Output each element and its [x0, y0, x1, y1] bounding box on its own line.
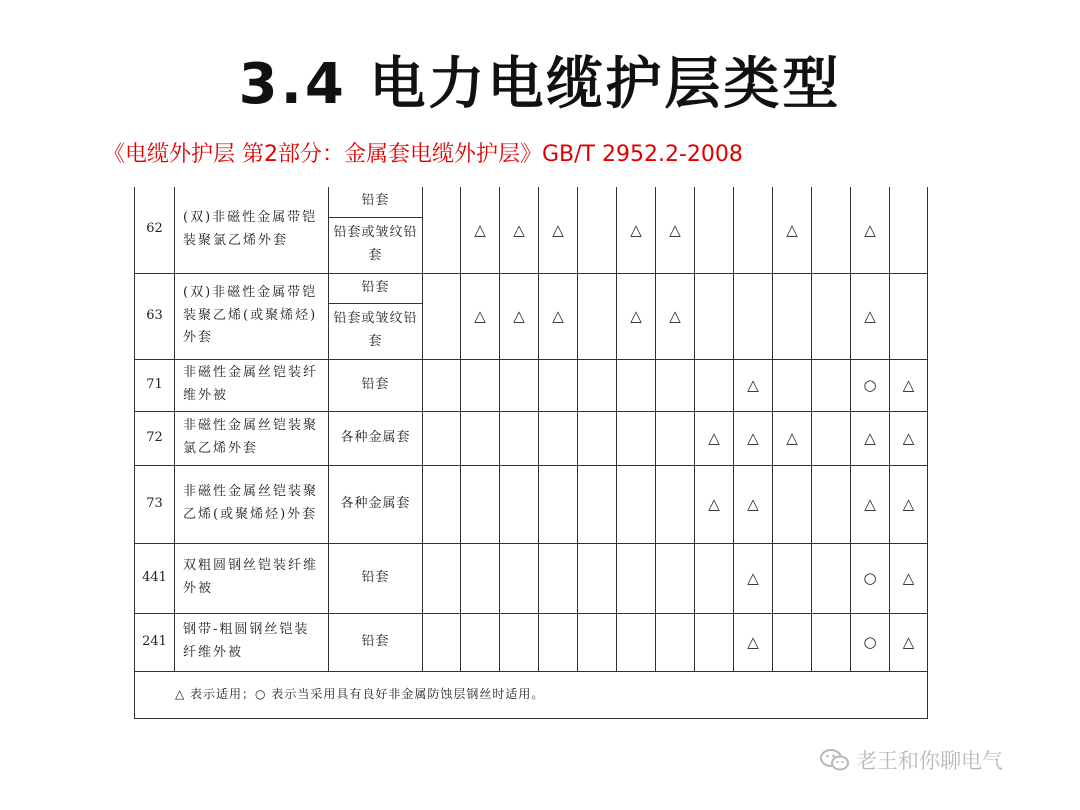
sheath-type-name: 双粗圆钢丝铠装纤维外被: [175, 543, 329, 613]
table-note: △ 表示适用；○ 表示当采用具有良好非金属防蚀层钢丝时适用。: [135, 671, 928, 718]
metal-sheath: 铅套: [329, 187, 423, 217]
applicability-mark: △: [656, 187, 695, 273]
applicability-mark: [695, 543, 734, 613]
applicability-mark: [695, 613, 734, 671]
type-code: 441: [135, 543, 175, 613]
applicability-mark: [423, 543, 461, 613]
applicability-mark: [890, 187, 928, 273]
applicability-mark: △: [539, 273, 578, 359]
applicability-mark: [812, 411, 851, 465]
applicability-mark: [539, 465, 578, 543]
applicability-mark: △: [851, 187, 890, 273]
applicability-mark: △: [734, 411, 773, 465]
applicability-mark: ○: [851, 543, 890, 613]
applicability-mark: [578, 613, 617, 671]
applicability-mark: △: [500, 273, 539, 359]
applicability-mark: △: [695, 411, 734, 465]
type-code: 241: [135, 613, 175, 671]
applicability-mark: [773, 359, 812, 411]
applicability-mark: [461, 411, 500, 465]
applicability-mark: △: [461, 187, 500, 273]
table-row: [135, 613, 928, 671]
applicability-mark: [423, 359, 461, 411]
applicability-mark: [423, 465, 461, 543]
metal-sheath: 各种金属套: [329, 411, 423, 465]
applicability-mark: [539, 613, 578, 671]
metal-sheath: 铅套或皱纹铅套: [329, 303, 423, 359]
metal-sheath: 各种金属套: [329, 465, 423, 543]
applicability-mark: [617, 543, 656, 613]
applicability-mark: [578, 187, 617, 273]
metal-sheath: 铅套: [329, 543, 423, 613]
applicability-mark: [812, 465, 851, 543]
table-row: [135, 465, 928, 543]
applicability-mark: [695, 273, 734, 359]
table-row: [135, 411, 928, 465]
applicability-mark: △: [500, 187, 539, 273]
sheath-type-name: 钢带-粗圆钢丝铠装纤维外被: [175, 613, 329, 671]
watermark-text: 老王和你聊电气: [856, 749, 1003, 773]
applicability-mark: △: [890, 613, 928, 671]
applicability-mark: [578, 273, 617, 359]
applicability-mark: [539, 359, 578, 411]
applicability-mark: [423, 187, 461, 273]
applicability-mark: [812, 187, 851, 273]
metal-sheath: 铅套: [329, 613, 423, 671]
applicability-mark: [423, 273, 461, 359]
sheath-type-name: 非磁性金属丝铠装聚氯乙烯外套: [175, 411, 329, 465]
applicability-mark: △: [734, 613, 773, 671]
slide-title: 3.4 电力电缆护层类型: [238, 52, 842, 117]
applicability-mark: [461, 613, 500, 671]
applicability-mark: △: [695, 465, 734, 543]
applicability-mark: [773, 543, 812, 613]
applicability-mark: [461, 543, 500, 613]
applicability-mark: [773, 465, 812, 543]
metal-sheath: 铅套或皱纹铅套: [329, 217, 423, 273]
type-code: 71: [135, 359, 175, 411]
sheath-type-name: (双)非磁性金属带铠装聚乙烯(或聚烯烃)外套: [175, 273, 329, 359]
applicability-mark: △: [890, 411, 928, 465]
applicability-mark: [500, 543, 539, 613]
applicability-mark: [578, 359, 617, 411]
applicability-mark: [812, 613, 851, 671]
applicability-mark: [656, 359, 695, 411]
applicability-mark: △: [773, 411, 812, 465]
applicability-mark: [734, 187, 773, 273]
applicability-mark: △: [617, 273, 656, 359]
applicability-mark: [461, 359, 500, 411]
applicability-mark: [890, 273, 928, 359]
sheath-type-name: 非磁性金属丝铠装聚乙烯(或聚烯烃)外套: [175, 465, 329, 543]
watermark: [820, 745, 1003, 775]
metal-sheath: 铅套: [329, 273, 423, 303]
applicability-mark: [695, 187, 734, 273]
applicability-mark: △: [773, 187, 812, 273]
applicability-mark: [656, 465, 695, 543]
type-code: 73: [135, 465, 175, 543]
applicability-mark: △: [851, 465, 890, 543]
sheath-type-name: (双)非磁性金属带铠装聚氯乙烯外套: [175, 187, 329, 273]
applicability-mark: [812, 359, 851, 411]
applicability-mark: △: [656, 273, 695, 359]
applicability-mark: [539, 411, 578, 465]
applicability-mark: [423, 613, 461, 671]
applicability-mark: ○: [851, 613, 890, 671]
applicability-mark: [656, 613, 695, 671]
table-row: [135, 273, 928, 303]
applicability-mark: [423, 411, 461, 465]
applicability-mark: △: [890, 465, 928, 543]
applicability-mark: △: [461, 273, 500, 359]
metal-sheath: 铅套: [329, 359, 423, 411]
applicability-mark: [656, 411, 695, 465]
applicability-mark: △: [734, 465, 773, 543]
sheath-type-table: [134, 187, 928, 719]
type-code: 72: [135, 411, 175, 465]
applicability-mark: [734, 273, 773, 359]
applicability-mark: △: [617, 187, 656, 273]
table-note-row: [135, 671, 928, 718]
applicability-mark: [812, 273, 851, 359]
applicability-mark: △: [539, 187, 578, 273]
applicability-mark: [578, 411, 617, 465]
standard-reference: 《电缆外护层 第2部分：金属套电缆外护层》GB/T 2952.2-2008: [103, 142, 743, 167]
applicability-mark: △: [734, 543, 773, 613]
applicability-mark: [578, 543, 617, 613]
applicability-mark: [617, 613, 656, 671]
applicability-mark: [617, 465, 656, 543]
applicability-mark: [773, 273, 812, 359]
table-row: [135, 359, 928, 411]
applicability-mark: [812, 543, 851, 613]
applicability-mark: △: [851, 273, 890, 359]
applicability-mark: [578, 465, 617, 543]
type-code: 63: [135, 273, 175, 359]
type-code: 62: [135, 187, 175, 273]
applicability-mark: [500, 465, 539, 543]
applicability-mark: [461, 465, 500, 543]
applicability-mark: [617, 359, 656, 411]
applicability-mark: [695, 359, 734, 411]
applicability-mark: [500, 359, 539, 411]
applicability-mark: [773, 613, 812, 671]
wechat-icon: [820, 748, 850, 772]
applicability-mark: △: [890, 359, 928, 411]
applicability-mark: [656, 543, 695, 613]
applicability-mark: [617, 411, 656, 465]
table-row: [135, 187, 928, 217]
sheath-type-name: 非磁性金属丝铠装纤维外被: [175, 359, 329, 411]
applicability-mark: [500, 613, 539, 671]
applicability-mark: △: [851, 411, 890, 465]
table-row: [135, 543, 928, 613]
applicability-mark: △: [734, 359, 773, 411]
applicability-mark: [539, 543, 578, 613]
applicability-mark: [500, 411, 539, 465]
applicability-mark: ○: [851, 359, 890, 411]
applicability-mark: △: [890, 543, 928, 613]
